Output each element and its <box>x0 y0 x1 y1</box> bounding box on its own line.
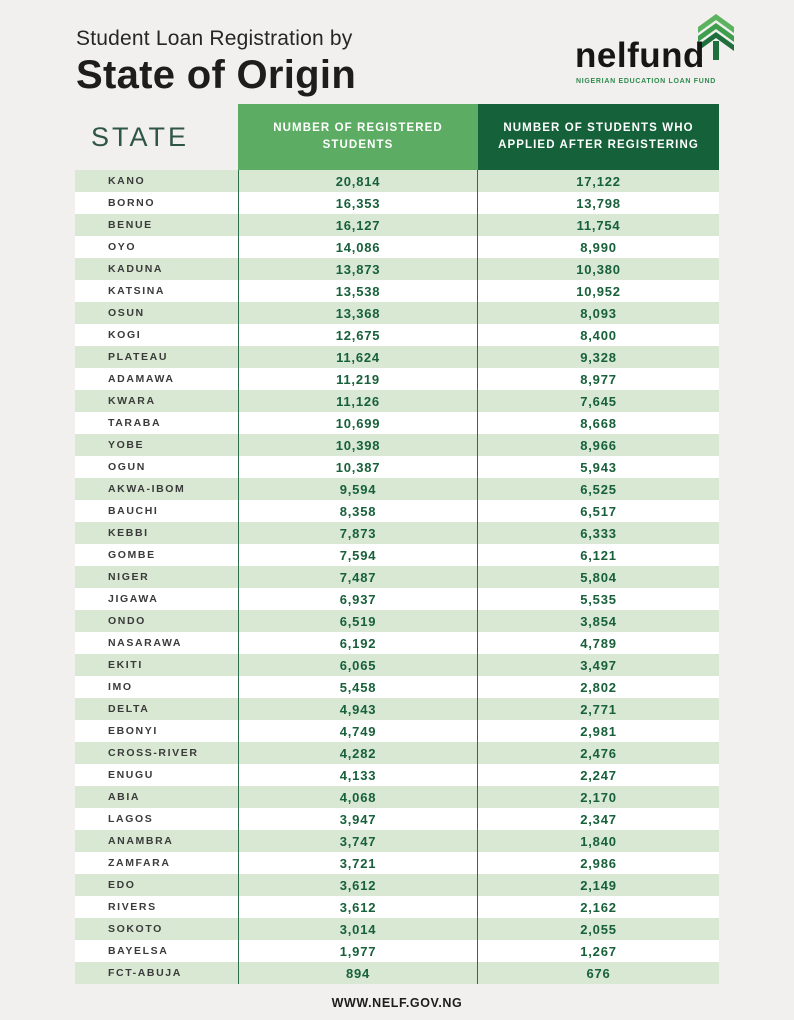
table-row <box>75 566 719 588</box>
table-row <box>75 764 719 786</box>
state-name-cell: OGUN <box>108 461 146 473</box>
state-name-cell: ANAMBRA <box>108 835 174 847</box>
state-name-cell: KANO <box>108 175 146 187</box>
registered-count-cell: 10,398 <box>238 434 478 456</box>
table-row <box>75 654 719 676</box>
registered-count-cell: 10,699 <box>238 412 478 434</box>
applied-count-cell: 8,093 <box>580 305 617 321</box>
applied-count-cell: 8,668 <box>580 415 617 431</box>
registered-count-cell: 5,458 <box>238 676 478 698</box>
registered-count-cell: 6,519 <box>238 610 478 632</box>
table-row <box>75 236 719 258</box>
applied-count-cell: 6,517 <box>580 503 617 519</box>
applied-count-cell: 2,055 <box>580 921 617 937</box>
table-row <box>75 742 719 764</box>
applied-count-cell: 2,149 <box>580 877 617 893</box>
registered-count-cell: 4,943 <box>238 698 478 720</box>
registered-count-cell: 3,721 <box>238 852 478 874</box>
table-row <box>75 852 719 874</box>
registered-count-cell: 7,594 <box>238 544 478 566</box>
state-name-cell: EBONYI <box>108 725 158 737</box>
state-name-cell: KOGI <box>108 329 142 341</box>
registered-count-cell: 4,133 <box>238 764 478 786</box>
state-name-cell: LAGOS <box>108 813 154 825</box>
table-row <box>75 192 719 214</box>
applied-count-cell: 8,966 <box>580 437 617 453</box>
applied-count-cell: 6,121 <box>580 547 617 563</box>
registered-count-cell: 16,353 <box>238 192 478 214</box>
state-name-cell: OSUN <box>108 307 145 319</box>
table-row <box>75 698 719 720</box>
table-row <box>75 280 719 302</box>
table-row <box>75 390 719 412</box>
applied-count-cell: 10,380 <box>576 261 621 277</box>
table-row <box>75 588 719 610</box>
registered-count-cell: 3,947 <box>238 808 478 830</box>
registered-count-cell: 8,358 <box>238 500 478 522</box>
table-row <box>75 456 719 478</box>
registered-count-cell: 1,977 <box>238 940 478 962</box>
registered-count-cell: 16,127 <box>238 214 478 236</box>
applied-count-cell: 2,162 <box>580 899 617 915</box>
state-name-cell: PLATEAU <box>108 351 169 363</box>
applied-count-cell: 2,981 <box>580 723 617 739</box>
state-name-cell: EDO <box>108 879 136 891</box>
table-row <box>75 632 719 654</box>
applied-count-cell: 3,854 <box>580 613 617 629</box>
table-row <box>75 962 719 984</box>
table-row <box>75 940 719 962</box>
table-row <box>75 258 719 280</box>
applied-count-cell: 6,333 <box>580 525 617 541</box>
table-row <box>75 896 719 918</box>
column-header-state: STATE <box>91 121 190 152</box>
website-url: WWW.NELF.GOV.NG <box>331 996 463 1010</box>
applied-count-cell: 1,840 <box>580 833 617 849</box>
table-row <box>75 170 719 192</box>
applied-count-cell: 5,804 <box>580 569 617 585</box>
registered-count-cell: 3,612 <box>238 896 478 918</box>
registered-count-cell: 11,126 <box>238 390 478 412</box>
applied-count-cell: 4,789 <box>580 635 617 651</box>
table-row <box>75 324 719 346</box>
registered-count-cell: 6,192 <box>238 632 478 654</box>
table-row <box>75 676 719 698</box>
logo-wordmark: nelfund <box>575 36 705 75</box>
applied-count-cell: 2,347 <box>580 811 617 827</box>
table-row <box>75 368 719 390</box>
registered-count-cell: 7,873 <box>238 522 478 544</box>
state-name-cell: YOBE <box>108 439 145 451</box>
registered-count-cell: 13,368 <box>238 302 478 324</box>
state-table <box>75 104 719 984</box>
table-row <box>75 720 719 742</box>
registered-count-cell: 6,065 <box>238 654 478 676</box>
registered-count-cell: 4,282 <box>238 742 478 764</box>
registered-count-cell: 12,675 <box>238 324 478 346</box>
applied-count-cell: 676 <box>586 965 611 981</box>
registered-count-cell: 4,749 <box>238 720 478 742</box>
registered-count-cell: 6,937 <box>238 588 478 610</box>
table-row <box>75 544 719 566</box>
state-name-cell: NIGER <box>108 571 150 583</box>
state-name-cell: ONDO <box>108 615 146 627</box>
state-name-cell: ENUGU <box>108 769 154 781</box>
state-name-cell: BORNO <box>108 197 156 209</box>
applied-count-cell: 10,952 <box>576 283 621 299</box>
registered-count-cell: 11,624 <box>238 346 478 368</box>
applied-count-cell: 11,754 <box>576 217 621 233</box>
applied-count-cell: 9,328 <box>580 349 617 365</box>
state-name-cell: DELTA <box>108 703 150 715</box>
applied-count-cell: 2,170 <box>580 789 617 805</box>
state-name-cell: RIVERS <box>108 901 157 913</box>
table-row <box>75 522 719 544</box>
table-row <box>75 918 719 940</box>
state-name-cell: BAUCHI <box>108 505 159 517</box>
registered-count-cell: 14,086 <box>238 236 478 258</box>
table-row <box>75 874 719 896</box>
state-name-cell: KEBBI <box>108 527 149 539</box>
state-name-cell: ABIA <box>108 791 141 803</box>
nelfund-logo <box>575 12 735 92</box>
registered-count-cell: 13,873 <box>238 258 478 280</box>
state-name-cell: KADUNA <box>108 263 164 275</box>
state-name-cell: SOKOTO <box>108 923 163 935</box>
table-row <box>75 478 719 500</box>
applied-count-cell: 2,771 <box>580 701 617 717</box>
state-name-cell: EKITI <box>108 659 143 671</box>
applied-count-cell: 17,122 <box>576 173 621 189</box>
registered-count-cell: 4,068 <box>238 786 478 808</box>
registered-count-cell: 3,747 <box>238 830 478 852</box>
table-row <box>75 214 719 236</box>
applied-count-cell: 3,497 <box>580 657 617 673</box>
column-header-applied: NUMBER OF STUDENTS WHO APPLIED AFTER REGISTERING <box>478 104 719 170</box>
state-name-cell: BENUE <box>108 219 153 231</box>
state-name-cell: KWARA <box>108 395 156 407</box>
registered-count-cell: 7,487 <box>238 566 478 588</box>
registered-count-cell: 3,612 <box>238 874 478 896</box>
table-row <box>75 786 719 808</box>
registered-count-cell: 3,014 <box>238 918 478 940</box>
registered-count-cell: 10,387 <box>238 456 478 478</box>
state-name-cell: ZAMFARA <box>108 857 171 869</box>
table-header-row <box>75 104 719 170</box>
registered-count-cell: 11,219 <box>238 368 478 390</box>
state-name-cell: IMO <box>108 681 133 693</box>
table-row <box>75 412 719 434</box>
state-name-cell: CROSS-RIVER <box>108 747 199 759</box>
registered-count-cell: 9,594 <box>238 478 478 500</box>
applied-count-cell: 7,645 <box>580 393 617 409</box>
table-row <box>75 808 719 830</box>
table-row <box>75 610 719 632</box>
applied-count-cell: 6,525 <box>580 481 617 497</box>
state-name-cell: OYO <box>108 241 137 253</box>
applied-count-cell: 2,247 <box>580 767 617 783</box>
column-header-registered: NUMBER OF REGISTERED STUDENTS <box>238 104 478 170</box>
state-name-cell: NASARAWA <box>108 637 183 649</box>
table-row <box>75 346 719 368</box>
table-row <box>75 302 719 324</box>
logo-tagline: NIGERIAN EDUCATION LOAN FUND <box>576 78 717 85</box>
applied-count-cell: 5,943 <box>580 459 617 475</box>
state-name-cell: FCT-ABUJA <box>108 967 182 979</box>
state-name-cell: BAYELSA <box>108 945 169 957</box>
state-name-cell: KATSINA <box>108 285 166 297</box>
table-row <box>75 500 719 522</box>
applied-count-cell: 1,267 <box>580 943 617 959</box>
applied-count-cell: 5,535 <box>580 591 617 607</box>
state-name-cell: GOMBE <box>108 549 156 561</box>
registered-count-cell: 20,814 <box>238 170 478 192</box>
applied-count-cell: 8,990 <box>580 239 617 255</box>
applied-count-cell: 2,476 <box>580 745 617 761</box>
registered-count-cell: 13,538 <box>238 280 478 302</box>
applied-count-cell: 13,798 <box>576 195 621 211</box>
page-title <box>76 27 356 98</box>
table-row <box>75 830 719 852</box>
applied-count-cell: 2,802 <box>580 679 617 695</box>
state-name-cell: JIGAWA <box>108 593 159 605</box>
state-name-cell: ADAMAWA <box>108 373 175 385</box>
applied-count-cell: 8,977 <box>580 371 617 387</box>
applied-count-cell: 2,986 <box>580 855 617 871</box>
table-row <box>75 434 719 456</box>
title-subline: Student Loan Registration by <box>76 27 353 50</box>
state-name-cell: TARABA <box>108 417 162 429</box>
title-mainline: State of Origin <box>76 53 357 97</box>
registered-count-cell: 894 <box>238 962 478 984</box>
applied-count-cell: 8,400 <box>580 327 617 343</box>
state-name-cell: AKWA-IBOM <box>108 483 186 495</box>
table-body <box>75 170 719 984</box>
